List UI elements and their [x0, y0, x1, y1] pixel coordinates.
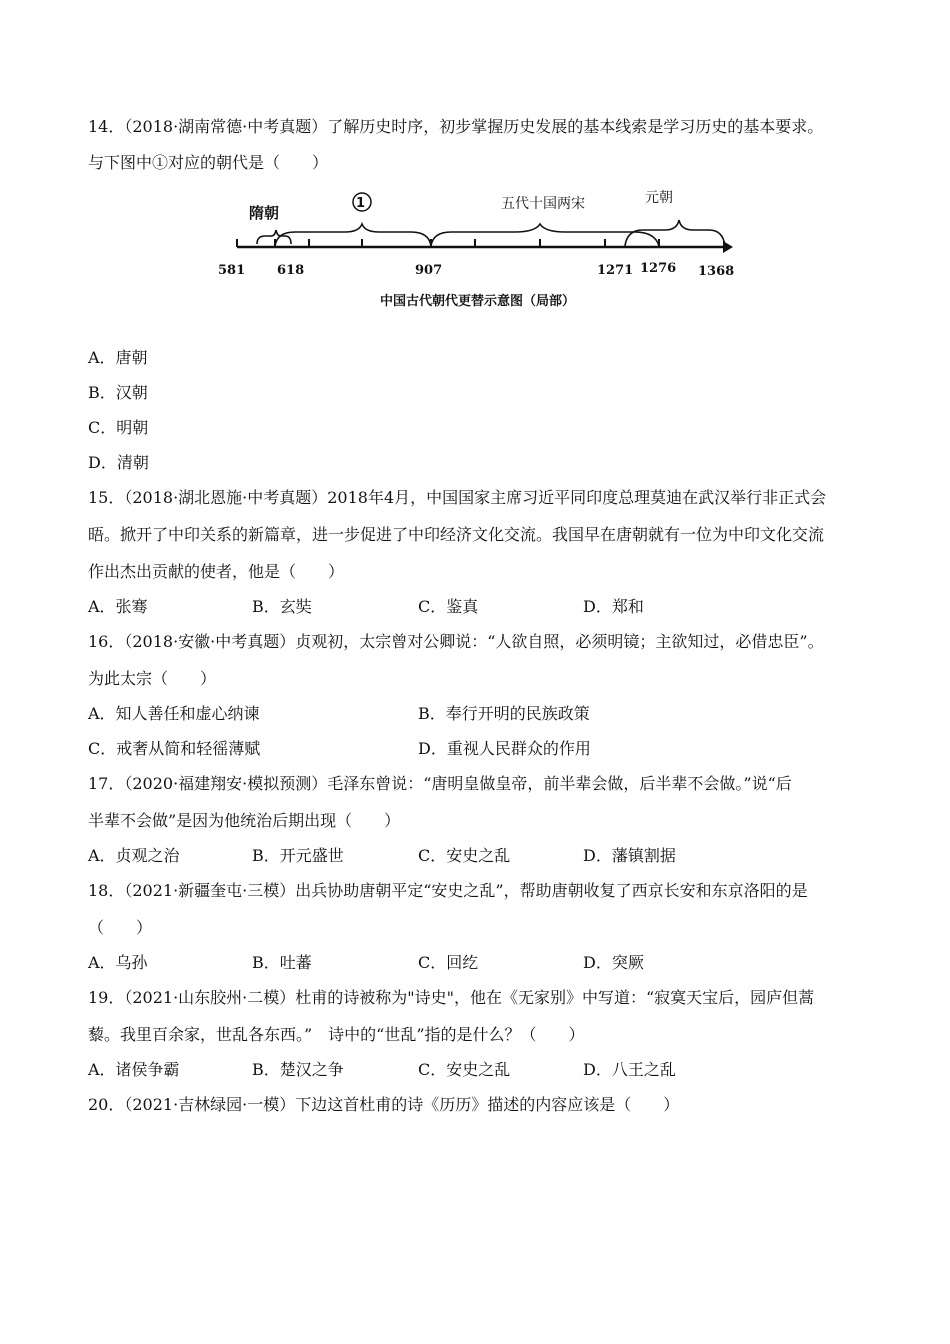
q19-option-a[interactable]: A．诸侯争霸 — [88, 1060, 180, 1079]
q14-option-c[interactable]: C．明朝 — [88, 418, 149, 437]
q15-option-a[interactable]: A．张骞 — [88, 597, 148, 616]
q15-option-b[interactable]: B．玄奘 — [252, 597, 312, 616]
year-907: 907 — [415, 263, 443, 278]
q14-option-b[interactable]: B．汉朝 — [88, 383, 148, 402]
q18-option-d[interactable]: D．突厥 — [583, 953, 644, 972]
q18-option-c[interactable]: C．回纥 — [418, 953, 479, 972]
q17-option-b[interactable]: B．开元盛世 — [252, 846, 344, 865]
q18-stem-line2: （ ） — [88, 918, 153, 937]
q17-option-a[interactable]: A．贞观之治 — [88, 846, 180, 865]
label-sui: 隋朝 — [249, 204, 280, 222]
q16-stem-line2: 为此太宗（ ） — [88, 669, 217, 688]
q19-stem-line2: 藜。我里百余家，世乱各东西。” 诗中的“世乱”指的是什么？（ ） — [88, 1025, 585, 1044]
q16-option-d[interactable]: D．重视人民群众的作用 — [418, 739, 591, 758]
q15-stem-line3: 作出杰出贡献的使者，他是（ ） — [88, 562, 345, 581]
q17-option-d[interactable]: D．藩镇割据 — [583, 846, 676, 865]
q15-option-d[interactable]: D．郑和 — [583, 597, 644, 616]
q19-option-b[interactable]: B．楚汉之争 — [252, 1060, 344, 1079]
q16-stem-line1: 16．（2018·安徽·中考真题）贞观初，太宗曾对公卿说：“人欲自照，必须明镜；主欲知过，必借忠臣”。 — [88, 632, 824, 651]
year-1276: 1276 — [640, 261, 677, 276]
year-581: 581 — [218, 263, 246, 278]
q16-option-a[interactable]: A．知人善任和虚心纳谏 — [88, 704, 260, 723]
label-yuan: 元朝 — [645, 190, 673, 206]
q17-stem-line2: 半辈不会做”是因为他统治后期出现（ ） — [88, 811, 401, 830]
q18-option-a[interactable]: A．乌孙 — [88, 953, 148, 972]
q20-stem-line1: 20．（2021·吉林绿园·一模）下边这首杜甫的诗《历历》描述的内容应该是（ ） — [88, 1095, 680, 1114]
q15-stem-line2: 晤。掀开了中印关系的新篇章，进一步促进了中印经济文化交流。我国早在唐朝就有一位为中印文化交流 — [88, 525, 825, 544]
q17-stem-line1: 17．（2020·福建翔安·模拟预测）毛泽东曾说：“唐明皇做皇帝，前半辈会做，后半辈不会做。”说“后 — [88, 774, 792, 793]
q16-option-b[interactable]: B．奉行开明的民族政策 — [418, 704, 590, 723]
year-1271: 1271 — [597, 263, 634, 278]
dynasty-timeline-diagram — [215, 180, 735, 285]
diagram-caption: 中国古代朝代更替示意图（局部） — [380, 294, 576, 309]
q14-option-a[interactable]: A．唐朝 — [88, 348, 148, 367]
q19-option-c[interactable]: C．安史之乱 — [418, 1060, 511, 1079]
q14-option-d[interactable]: D．清朝 — [88, 453, 149, 472]
label-circle-one: 1 — [356, 196, 366, 211]
q15-option-c[interactable]: C．鉴真 — [418, 597, 479, 616]
q19-stem-line1: 19．（2021·山东胶州·二模）杜甫的诗被称为"诗史"，他在《无家别》中写道：“寂寞天宝后，园庐但蒿 — [88, 988, 815, 1007]
q18-stem-line1: 18．（2021·新疆奎屯·三模）出兵协助唐朝平定“安史之乱”，帮助唐朝收复了西京长安和东京洛阳的是 — [88, 881, 808, 900]
label-wudai-liangsong: 五代十国两宋 — [501, 196, 585, 212]
q16-option-c[interactable]: C．戒奢从简和轻徭薄赋 — [88, 739, 261, 758]
q14-stem-line1: 14．（2018·湖南常德·中考真题）了解历史时序，初步掌握历史发展的基本线索是学习历史的基本要求。 — [88, 117, 824, 136]
q19-option-d[interactable]: D．八王之乱 — [583, 1060, 676, 1079]
year-618: 618 — [277, 263, 305, 278]
q17-option-c[interactable]: C．安史之乱 — [418, 846, 511, 865]
q15-stem-line1: 15．（2018·湖北恩施·中考真题）2018年4月，中国国家主席习近平同印度总理莫迪在武汉举行非正式会 — [88, 488, 827, 507]
q14-stem-line2: 与下图中①对应的朝代是（ ） — [88, 153, 329, 172]
year-1368: 1368 — [698, 264, 735, 279]
q18-option-b[interactable]: B．吐蕃 — [252, 953, 312, 972]
